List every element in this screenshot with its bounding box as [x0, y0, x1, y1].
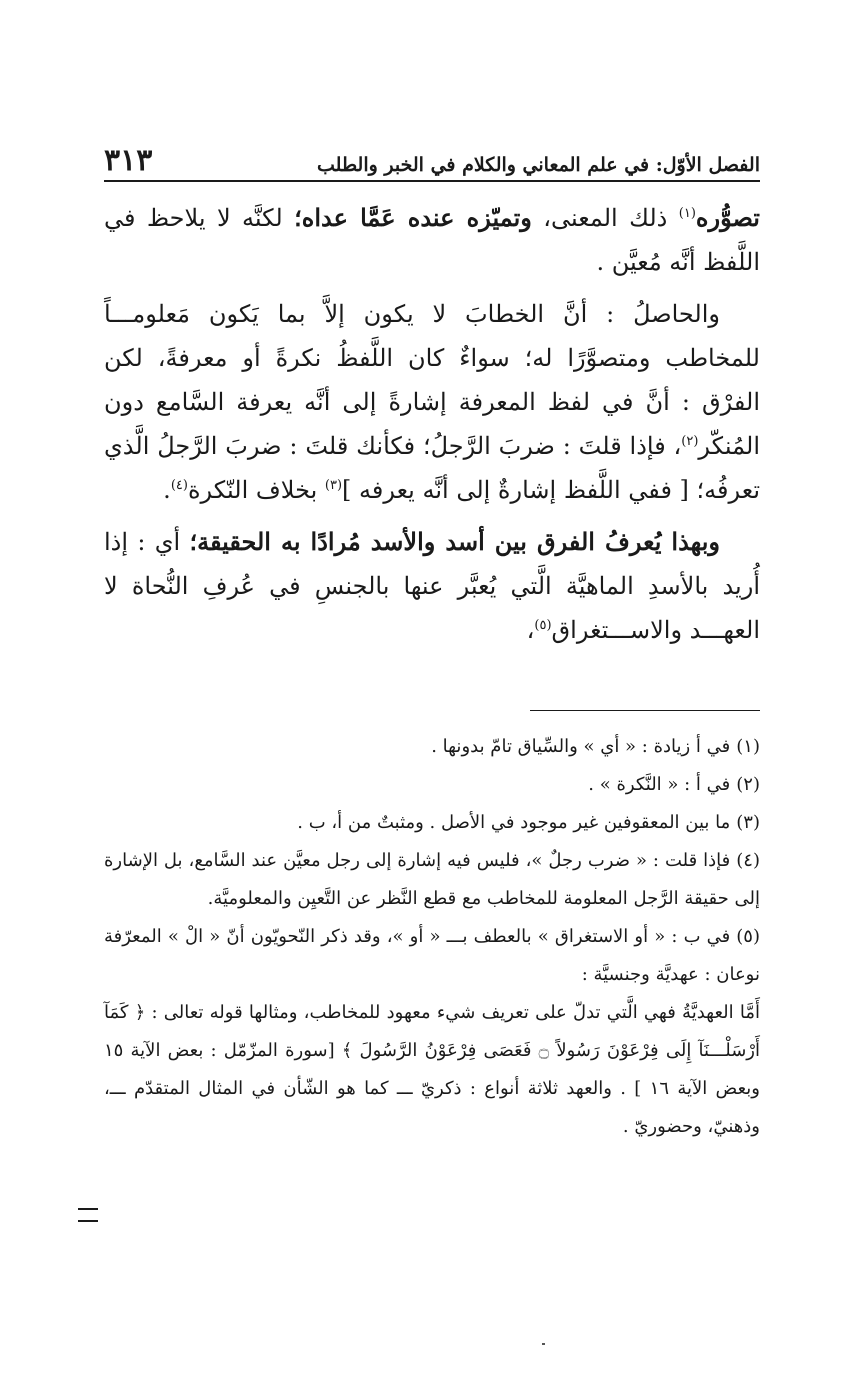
footnote-ref-5: (٥) [534, 618, 552, 633]
footnote-1 [104, 728, 760, 766]
footnote-text: في أ زيادة : « أي » والسِّياق تامّ بدونها . [431, 736, 731, 757]
text-run: ، فإذا قلتَ : ضربَ الرَّجلُ؛ فكأنك قلتَ : ضربَ الرَّجلُ الَّذي تعرفُه؛ [ ففي اللَّفظ إشارةٌ إلى أنَّه يعرفه ] [104, 432, 760, 504]
footnote-number: (٥) [736, 926, 760, 947]
footnote-ref-4: (٤) [170, 478, 188, 493]
footnote-5-continued [104, 994, 760, 1146]
running-title: الفصل الأوّل: في علم المعاني والكلام في الخبر والطلب [317, 154, 760, 176]
text-run: ذلك المعنى، [531, 204, 679, 232]
bold-phrase: وبهذا يُعرفُ الفرق بين أسد والأسد مُرادًا به الحقيقة؛ [189, 527, 721, 556]
paragraph-1 [104, 196, 760, 284]
footnote-text: في ب : « أو الاستغراق » بالعطف بـــ « أو »، وقد ذكر النّحويّون أنّ « الْ » المعرّفة نوعان : عهديَّة وجنسيَّة : [104, 926, 760, 985]
scan-speck [542, 1343, 545, 1345]
page-number: ٣١٣ [104, 143, 153, 178]
text-run: أي : إذا أُريد بالأسدِ الماهيَّة الَّتي يُعبَّر عنها بالجنسِ في عُرفِ النُّحاة لا العهـــد والاســـتغراق [104, 528, 760, 644]
footnote-number: (٤) [736, 850, 760, 871]
footnote-ref-2: (٢) [681, 434, 699, 449]
paragraph-2 [104, 292, 760, 512]
bold-phrase: وتميّزه عنده عَمَّا عداه؛ [294, 203, 532, 232]
footnotes [104, 728, 760, 1146]
footnote-text: ما بين المعقوفين غير موجود في الأصل . ومثبتٌ من أ، ب . [297, 812, 731, 833]
bold-phrase: تصوُّره [695, 203, 760, 232]
main-text [104, 196, 760, 660]
footnote-text: في أ : « النَّكرة » . [588, 774, 731, 795]
text-run: لكنَّه لا يلاحظ في اللَّفظ أنَّه مُعيَّن . [104, 204, 760, 276]
footnote-2 [104, 766, 760, 804]
footnote-rule [530, 710, 760, 711]
paragraph-3 [104, 520, 760, 652]
page-end-mark [78, 1208, 98, 1222]
footnote-number: (١) [736, 736, 760, 757]
page-header [104, 140, 760, 176]
footnote-3 [104, 804, 760, 842]
footnote-ref-3: (٣) [324, 478, 343, 493]
footnote-text: فإذا قلت : « ضرب رجلٌ »، فليس فيه إشارة إلى رجل معيَّن عند السَّامع، بل الإشارة إلى حقيقة الرَّجل المعلومة للمخاطب مع قطع النَّظر عن التَّعيِن والمعلوميَّة. [104, 850, 760, 909]
footnote-text: أَمَّا العهديَّةُ فهي الَّتي تدلّ على تعريف شيء معهود للمخاطب، ومثالها قوله تعالى : ﴿ كَمَآ أَرْسَلْـــنَآ إِلَى فِرْعَوْنَ رَسُولاً ۝ فَعَصَى فِرْعَوْنُ الرَّسُولَ ﴾ [سورة المزّمّل : بعض الآية ١٥ وبعض الآية ١٦ ] . والعهد ثلاثة أنواع : ذكريّ ـــ كما هو الشّأن في المثال المتقدّم ـــ، وذهنيّ، وحضوريّ . [104, 1002, 760, 1137]
text-run: ، [526, 616, 535, 644]
text-run: بخلاف النّكرة [187, 476, 325, 504]
text-run: والحاصلُ : أنَّ الخطابَ لا يكون إلاَّ بما يَكون مَعلومـــاً للمخاطب ومتصوَّرًا له؛ سواءٌ كان اللَّفظُ نكرةً أو معرفةً، لكن الفرْق : أنَّ في لفظ المعرفة إشارةً إلى أنَّه يعرفة السَّامع دون المُنكّر [104, 300, 760, 460]
footnote-5 [104, 918, 760, 994]
footnote-ref-1: (١) [678, 206, 696, 221]
footnote-4 [104, 842, 760, 918]
header-rule [104, 180, 760, 182]
footnote-number: (٢) [736, 774, 760, 795]
text-run: . [163, 476, 171, 504]
footnote-number: (٣) [736, 812, 760, 833]
